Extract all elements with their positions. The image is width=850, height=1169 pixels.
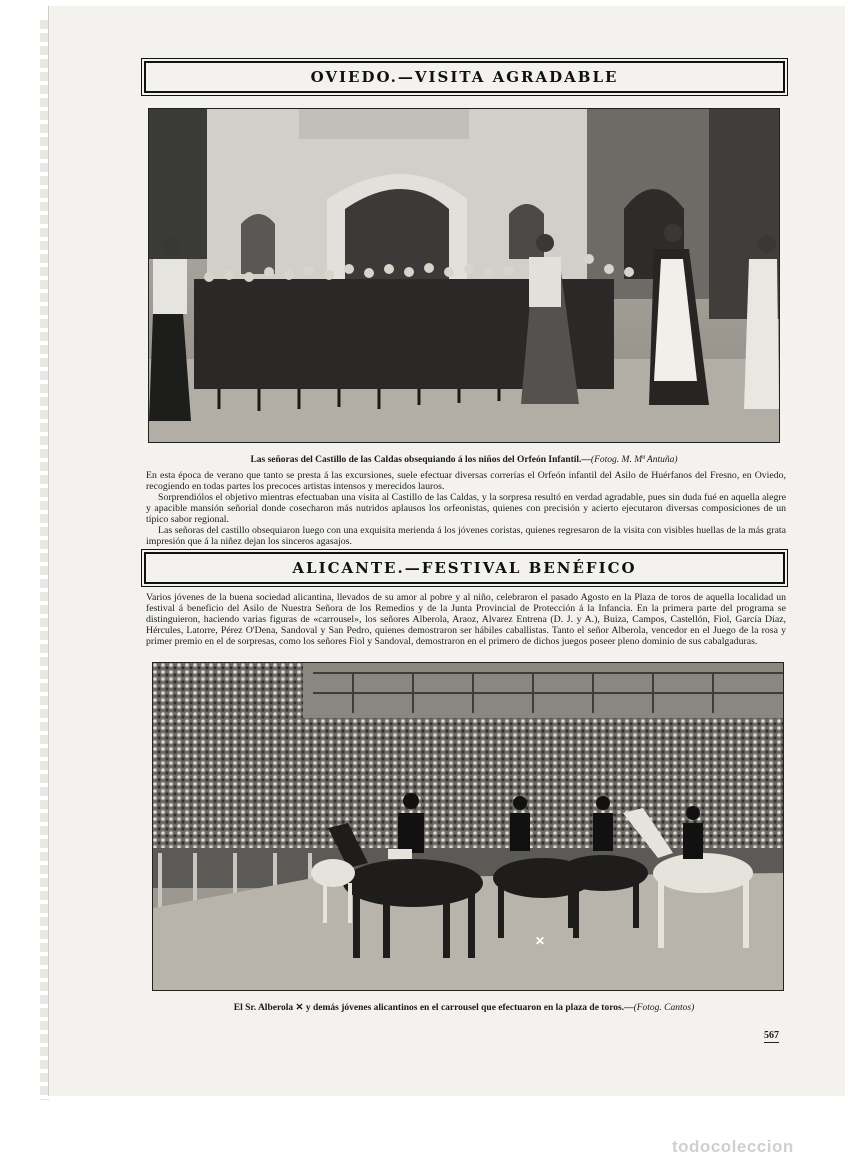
- article-text-alicante: [146, 592, 786, 647]
- photo-castle-children: [148, 108, 780, 443]
- section-heading-oviedo: OVIEDO.—VISITA AGRADABLE: [144, 61, 785, 93]
- paragraph: Varios jóvenes de la buena sociedad alicantina, llevados de su amor al pobre y al niño, celebraron el pasado Agosto en la Plaza de toros de aquella localidad un festival á beneficio del Asilo de Nuestra Señora de los Remedios y de la Junta Provincial de Protección á la Infancia. En la primera parte del programa se distinguieron, haciendo varias figuras de «carrousel», los señores Alberola, Araoz, Alvarez Entrena (D. J. y A.), Buiza, Campos, Castellón, Fiol, García Díaz, Hércules, Latorre, Pérez O'Dena, Sandoval y San Pedro, quienes demostraron ser hábiles caballistas. Tanto el señor Alberola, vencedor en el Juego de la rosa y primer premio en el de sorpresas, como los señores Fiol y Sandoval, demostraron en el primero de dichos juegos poseer pleno dominio de sus cabalgaduras.: [146, 592, 786, 647]
- paragraph: En esta época de verano que tanto se presta á las excursiones, suele efectuar diversas correrías el Orfeón infantil del Asilo de Huérfanos del Fresno, en Oviedo, recogiendo en todas partes los precoces artistas intensos y merecidos lauros.: [146, 470, 786, 492]
- cross-marker-alberola: ✕: [535, 934, 546, 948]
- paragraph: Sorprendiólos el objetivo mientras efectuaban una visita al Castillo de las Caldas, y la sorpresa resultó en verdad agradable, pues sin duda fué en aquella alegre y apacible mansión señorial donde cosecharon más nutridos aplausos los orfeonistas, quienes con precisión y acierto ejecutaron diversas composiciones de un típico sabor regional.: [146, 492, 786, 525]
- photo-bullring-carrousel: [152, 662, 784, 991]
- paragraph: Las señoras del castillo obsequiaron luego con una exquisita merienda á los jóvenes coristas, quienes regresaron de la visita con visibles huellas de la más grata impresión que á la niñez dejan los sinceros agasajos.: [146, 525, 786, 547]
- section-heading-alicante: ALICANTE.—FESTIVAL BENÉFICO: [144, 552, 785, 584]
- watermark-logo: todocoleccion: [672, 1137, 794, 1156]
- page-number: 567: [764, 1030, 779, 1041]
- photo-caption-oviedo: Las señoras del Castillo de las Caldas obsequiando á los niños del Orfeón Infantil.—(Fotog. M. Mª Antuña): [250, 455, 678, 465]
- photo-caption-alicante: El Sr. Alberola ✕ y demás jóvenes alicantinos en el carrousel que efectuaron en la plaza de toros.—(Fotog. Cantos): [233, 1003, 695, 1013]
- article-text-oviedo: [146, 470, 786, 547]
